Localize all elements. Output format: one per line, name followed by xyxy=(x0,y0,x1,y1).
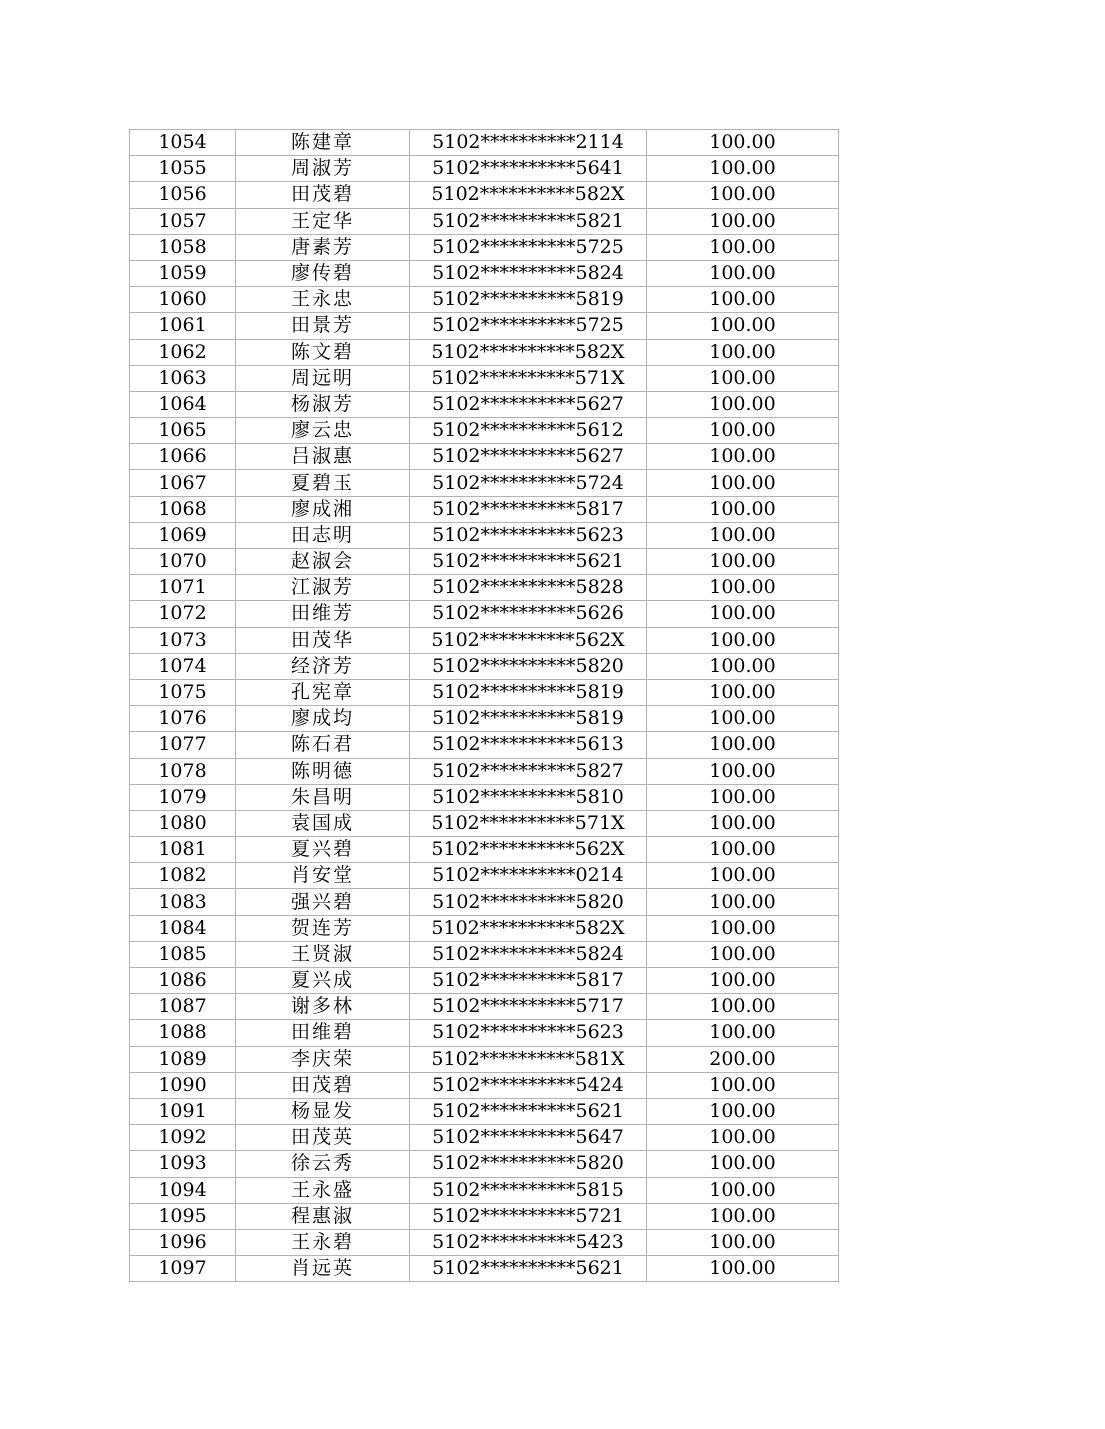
table-row xyxy=(130,1072,839,1098)
row-number-cell: 1084 xyxy=(130,915,236,941)
amount-cell: 100.00 xyxy=(647,1072,839,1098)
person-name-cell: 田维芳 xyxy=(236,601,410,627)
masked-id-number-cell: 5102**********582X xyxy=(410,339,647,365)
table-row xyxy=(130,418,839,444)
row-number-cell: 1066 xyxy=(130,444,236,470)
table-row xyxy=(130,313,839,339)
person-name-cell: 经济芳 xyxy=(236,653,410,679)
row-number-cell: 1067 xyxy=(130,470,236,496)
masked-id-number-cell: 5102**********5724 xyxy=(410,470,647,496)
row-number-cell: 1054 xyxy=(130,130,236,156)
table-row xyxy=(130,391,839,417)
person-name-cell: 王永盛 xyxy=(236,1177,410,1203)
person-name-cell: 江淑芳 xyxy=(236,575,410,601)
masked-id-number-cell: 5102**********5819 xyxy=(410,287,647,313)
table-row xyxy=(130,653,839,679)
table-row xyxy=(130,182,839,208)
amount-cell: 100.00 xyxy=(647,1151,839,1177)
table-row xyxy=(130,130,839,156)
row-number-cell: 1074 xyxy=(130,653,236,679)
masked-id-number-cell: 5102**********5647 xyxy=(410,1125,647,1151)
table-row xyxy=(130,889,839,915)
amount-cell: 100.00 xyxy=(647,130,839,156)
amount-cell: 100.00 xyxy=(647,549,839,575)
table-row xyxy=(130,758,839,784)
masked-id-number-cell: 5102**********5627 xyxy=(410,391,647,417)
masked-id-number-cell: 5102**********5725 xyxy=(410,313,647,339)
amount-cell: 100.00 xyxy=(647,313,839,339)
row-number-cell: 1080 xyxy=(130,810,236,836)
masked-id-number-cell: 5102**********5819 xyxy=(410,706,647,732)
row-number-cell: 1086 xyxy=(130,968,236,994)
row-number-cell: 1061 xyxy=(130,313,236,339)
masked-id-number-cell: 5102**********5820 xyxy=(410,889,647,915)
row-number-cell: 1060 xyxy=(130,287,236,313)
row-number-cell: 1071 xyxy=(130,575,236,601)
masked-id-number-cell: 5102**********5423 xyxy=(410,1229,647,1255)
person-name-cell: 周远明 xyxy=(236,365,410,391)
amount-cell: 100.00 xyxy=(647,260,839,286)
table-row xyxy=(130,470,839,496)
masked-id-number-cell: 5102**********0214 xyxy=(410,863,647,889)
person-name-cell: 夏兴成 xyxy=(236,968,410,994)
row-number-cell: 1078 xyxy=(130,758,236,784)
table-row xyxy=(130,1256,839,1282)
table-row xyxy=(130,1203,839,1229)
amount-cell: 100.00 xyxy=(647,994,839,1020)
amount-cell: 100.00 xyxy=(647,234,839,260)
masked-id-number-cell: 5102**********5815 xyxy=(410,1177,647,1203)
masked-id-number-cell: 5102**********5824 xyxy=(410,941,647,967)
person-name-cell: 廖成湘 xyxy=(236,496,410,522)
amount-cell: 100.00 xyxy=(647,968,839,994)
row-number-cell: 1094 xyxy=(130,1177,236,1203)
table-row xyxy=(130,156,839,182)
amount-cell: 100.00 xyxy=(647,732,839,758)
row-number-cell: 1059 xyxy=(130,260,236,286)
row-number-cell: 1097 xyxy=(130,1256,236,1282)
amount-cell: 100.00 xyxy=(647,627,839,653)
person-name-cell: 袁国成 xyxy=(236,810,410,836)
row-number-cell: 1070 xyxy=(130,549,236,575)
masked-id-number-cell: 5102**********5817 xyxy=(410,496,647,522)
person-name-cell: 陈建章 xyxy=(236,130,410,156)
amount-cell: 100.00 xyxy=(647,391,839,417)
person-name-cell: 吕淑惠 xyxy=(236,444,410,470)
masked-id-number-cell: 5102**********5621 xyxy=(410,1256,647,1282)
row-number-cell: 1096 xyxy=(130,1229,236,1255)
masked-id-number-cell: 5102**********5621 xyxy=(410,1098,647,1124)
person-name-cell: 肖远英 xyxy=(236,1256,410,1282)
table-row xyxy=(130,994,839,1020)
masked-id-number-cell: 5102**********2114 xyxy=(410,130,647,156)
amount-cell: 100.00 xyxy=(647,653,839,679)
masked-id-number-cell: 5102**********5820 xyxy=(410,1151,647,1177)
row-number-cell: 1072 xyxy=(130,601,236,627)
person-name-cell: 强兴碧 xyxy=(236,889,410,915)
table-row xyxy=(130,837,839,863)
person-name-cell: 廖云忠 xyxy=(236,418,410,444)
row-number-cell: 1055 xyxy=(130,156,236,182)
row-number-cell: 1068 xyxy=(130,496,236,522)
person-name-cell: 陈文碧 xyxy=(236,339,410,365)
row-number-cell: 1065 xyxy=(130,418,236,444)
row-number-cell: 1058 xyxy=(130,234,236,260)
masked-id-number-cell: 5102**********5626 xyxy=(410,601,647,627)
masked-id-number-cell: 5102**********5819 xyxy=(410,679,647,705)
person-name-cell: 田茂英 xyxy=(236,1125,410,1151)
amount-cell: 100.00 xyxy=(647,418,839,444)
person-name-cell: 田茂华 xyxy=(236,627,410,653)
person-name-cell: 肖安堂 xyxy=(236,863,410,889)
masked-id-number-cell: 5102**********571X xyxy=(410,810,647,836)
table-row xyxy=(130,339,839,365)
amount-cell: 100.00 xyxy=(647,1203,839,1229)
table-row xyxy=(130,1151,839,1177)
person-name-cell: 田茂碧 xyxy=(236,1072,410,1098)
amount-cell: 100.00 xyxy=(647,444,839,470)
roster-body xyxy=(130,130,839,1282)
masked-id-number-cell: 5102**********5612 xyxy=(410,418,647,444)
person-name-cell: 李庆荣 xyxy=(236,1046,410,1072)
amount-cell: 100.00 xyxy=(647,810,839,836)
masked-id-number-cell: 5102**********5817 xyxy=(410,968,647,994)
amount-cell: 100.00 xyxy=(647,863,839,889)
amount-cell: 100.00 xyxy=(647,889,839,915)
table-row xyxy=(130,941,839,967)
masked-id-number-cell: 5102**********581X xyxy=(410,1046,647,1072)
masked-id-number-cell: 5102**********582X xyxy=(410,915,647,941)
amount-cell: 100.00 xyxy=(647,784,839,810)
table-row xyxy=(130,627,839,653)
masked-id-number-cell: 5102**********5827 xyxy=(410,758,647,784)
person-name-cell: 田景芳 xyxy=(236,313,410,339)
subsidy-roster-table xyxy=(129,129,839,1282)
table-row xyxy=(130,1177,839,1203)
amount-cell: 100.00 xyxy=(647,1098,839,1124)
table-row xyxy=(130,863,839,889)
row-number-cell: 1083 xyxy=(130,889,236,915)
table-row xyxy=(130,1098,839,1124)
masked-id-number-cell: 5102**********571X xyxy=(410,365,647,391)
table-row xyxy=(130,1125,839,1151)
table-row xyxy=(130,1046,839,1072)
person-name-cell: 谢多林 xyxy=(236,994,410,1020)
amount-cell: 100.00 xyxy=(647,339,839,365)
masked-id-number-cell: 5102**********5725 xyxy=(410,234,647,260)
row-number-cell: 1090 xyxy=(130,1072,236,1098)
row-number-cell: 1087 xyxy=(130,994,236,1020)
amount-cell: 100.00 xyxy=(647,156,839,182)
table-row xyxy=(130,496,839,522)
masked-id-number-cell: 5102**********5828 xyxy=(410,575,647,601)
table-row xyxy=(130,365,839,391)
person-name-cell: 徐云秀 xyxy=(236,1151,410,1177)
amount-cell: 100.00 xyxy=(647,706,839,732)
row-number-cell: 1082 xyxy=(130,863,236,889)
table-row xyxy=(130,968,839,994)
person-name-cell: 陈石君 xyxy=(236,732,410,758)
masked-id-number-cell: 5102**********5717 xyxy=(410,994,647,1020)
masked-id-number-cell: 5102**********582X xyxy=(410,182,647,208)
table-row xyxy=(130,287,839,313)
amount-cell: 100.00 xyxy=(647,837,839,863)
amount-cell: 100.00 xyxy=(647,1125,839,1151)
amount-cell: 200.00 xyxy=(647,1046,839,1072)
person-name-cell: 王永碧 xyxy=(236,1229,410,1255)
table-row xyxy=(130,810,839,836)
amount-cell: 100.00 xyxy=(647,601,839,627)
row-number-cell: 1085 xyxy=(130,941,236,967)
amount-cell: 100.00 xyxy=(647,941,839,967)
person-name-cell: 夏碧玉 xyxy=(236,470,410,496)
masked-id-number-cell: 5102**********562X xyxy=(410,627,647,653)
person-name-cell: 夏兴碧 xyxy=(236,837,410,863)
amount-cell: 100.00 xyxy=(647,1229,839,1255)
amount-cell: 100.00 xyxy=(647,1177,839,1203)
amount-cell: 100.00 xyxy=(647,915,839,941)
table-row xyxy=(130,732,839,758)
table-row xyxy=(130,575,839,601)
table-row xyxy=(130,549,839,575)
masked-id-number-cell: 5102**********5627 xyxy=(410,444,647,470)
table-row xyxy=(130,522,839,548)
row-number-cell: 1062 xyxy=(130,339,236,365)
person-name-cell: 陈明德 xyxy=(236,758,410,784)
row-number-cell: 1091 xyxy=(130,1098,236,1124)
row-number-cell: 1077 xyxy=(130,732,236,758)
person-name-cell: 王定华 xyxy=(236,208,410,234)
table-row xyxy=(130,444,839,470)
amount-cell: 100.00 xyxy=(647,208,839,234)
table-row xyxy=(130,1020,839,1046)
table-row xyxy=(130,234,839,260)
person-name-cell: 朱昌明 xyxy=(236,784,410,810)
amount-cell: 100.00 xyxy=(647,679,839,705)
table-row xyxy=(130,601,839,627)
amount-cell: 100.00 xyxy=(647,182,839,208)
amount-cell: 100.00 xyxy=(647,575,839,601)
row-number-cell: 1057 xyxy=(130,208,236,234)
table-row xyxy=(130,915,839,941)
masked-id-number-cell: 5102**********5613 xyxy=(410,732,647,758)
table-row xyxy=(130,1229,839,1255)
person-name-cell: 孔宪章 xyxy=(236,679,410,705)
person-name-cell: 王永忠 xyxy=(236,287,410,313)
masked-id-number-cell: 5102**********5621 xyxy=(410,549,647,575)
amount-cell: 100.00 xyxy=(647,522,839,548)
table-row xyxy=(130,679,839,705)
person-name-cell: 唐素芳 xyxy=(236,234,410,260)
row-number-cell: 1093 xyxy=(130,1151,236,1177)
amount-cell: 100.00 xyxy=(647,365,839,391)
row-number-cell: 1069 xyxy=(130,522,236,548)
person-name-cell: 程惠淑 xyxy=(236,1203,410,1229)
amount-cell: 100.00 xyxy=(647,1256,839,1282)
masked-id-number-cell: 5102**********5641 xyxy=(410,156,647,182)
person-name-cell: 廖传碧 xyxy=(236,260,410,286)
amount-cell: 100.00 xyxy=(647,287,839,313)
person-name-cell: 田维碧 xyxy=(236,1020,410,1046)
amount-cell: 100.00 xyxy=(647,496,839,522)
row-number-cell: 1092 xyxy=(130,1125,236,1151)
masked-id-number-cell: 5102**********5623 xyxy=(410,1020,647,1046)
row-number-cell: 1076 xyxy=(130,706,236,732)
row-number-cell: 1081 xyxy=(130,837,236,863)
row-number-cell: 1075 xyxy=(130,679,236,705)
masked-id-number-cell: 5102**********5810 xyxy=(410,784,647,810)
row-number-cell: 1073 xyxy=(130,627,236,653)
table-row xyxy=(130,784,839,810)
amount-cell: 100.00 xyxy=(647,758,839,784)
person-name-cell: 杨显发 xyxy=(236,1098,410,1124)
row-number-cell: 1079 xyxy=(130,784,236,810)
row-number-cell: 1064 xyxy=(130,391,236,417)
row-number-cell: 1088 xyxy=(130,1020,236,1046)
person-name-cell: 赵淑会 xyxy=(236,549,410,575)
masked-id-number-cell: 5102**********5824 xyxy=(410,260,647,286)
person-name-cell: 田茂碧 xyxy=(236,182,410,208)
masked-id-number-cell: 5102**********5821 xyxy=(410,208,647,234)
row-number-cell: 1095 xyxy=(130,1203,236,1229)
row-number-cell: 1063 xyxy=(130,365,236,391)
person-name-cell: 杨淑芳 xyxy=(236,391,410,417)
amount-cell: 100.00 xyxy=(647,470,839,496)
masked-id-number-cell: 5102**********5424 xyxy=(410,1072,647,1098)
table-row xyxy=(130,260,839,286)
person-name-cell: 田志明 xyxy=(236,522,410,548)
person-name-cell: 廖成均 xyxy=(236,706,410,732)
masked-id-number-cell: 5102**********5623 xyxy=(410,522,647,548)
masked-id-number-cell: 5102**********5820 xyxy=(410,653,647,679)
person-name-cell: 王贤淑 xyxy=(236,941,410,967)
row-number-cell: 1089 xyxy=(130,1046,236,1072)
table-row xyxy=(130,208,839,234)
masked-id-number-cell: 5102**********5721 xyxy=(410,1203,647,1229)
amount-cell: 100.00 xyxy=(647,1020,839,1046)
person-name-cell: 贺连芳 xyxy=(236,915,410,941)
row-number-cell: 1056 xyxy=(130,182,236,208)
table-row xyxy=(130,706,839,732)
masked-id-number-cell: 5102**********562X xyxy=(410,837,647,863)
person-name-cell: 周淑芳 xyxy=(236,156,410,182)
